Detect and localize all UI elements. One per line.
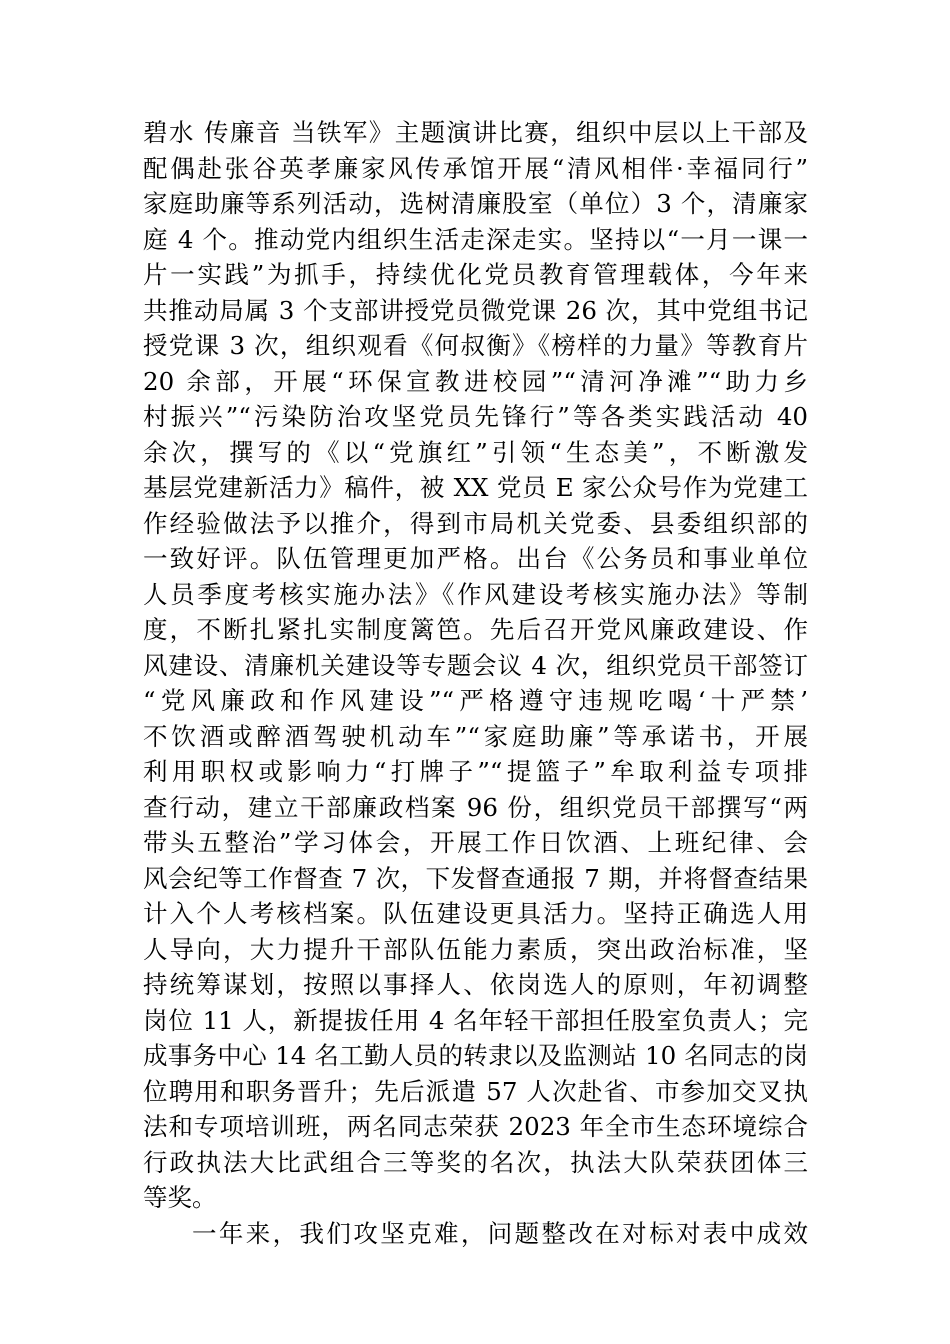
text-line: 带头五整治”学习体会，开展工作日饮酒、上班纪律、会 <box>143 828 808 857</box>
text-line: 成事务中心 14 名工勤人员的转隶以及监测站 10 名同志的岗 <box>143 1041 808 1070</box>
text-line: 余次，撰写的《以“党旗红”引领“生态美”，不断激发 <box>143 437 808 467</box>
text-line: 查行动，建立干部廉政档案 96 份，组织党员干部撰写“两 <box>143 792 808 822</box>
text-line: “党风廉政和作风建设”“严格遵守违规吃喝‘十严禁’ <box>143 686 808 715</box>
text-line: 家庭助廉等系列活动，选树清廉股室（单位）3 个，清廉家 <box>143 189 808 218</box>
text-line: 庭 4 个。推动党内组织生活走深走实。坚持以“一月一课一 <box>143 224 808 254</box>
text-line: 岗位 11 人，新提拔任用 4 名年轻干部担任股室负责人；完 <box>143 1005 808 1035</box>
text-line: 碧水 传廉音 当铁军》主题演讲比赛，组织中层以上干部及 <box>143 118 808 147</box>
text-line: 度，不断扎紧扎实制度篱笆。先后召开党风廉政建设、作 <box>143 615 808 644</box>
paragraph-1 <box>143 115 808 1216</box>
text-line: 人员季度考核实施办法》《作风建设考核实施办法》等制 <box>143 579 808 609</box>
text-line: 法和专项培训班，两名同志荣获 2023 年全市生态环境综合 <box>143 1112 808 1141</box>
text-line: 共推动局属 3 个支部讲授党员微党课 26 次，其中党组书记 <box>143 295 808 325</box>
text-line: 人导向，大力提升干部队伍能力素质，突出政治标准，坚 <box>143 934 808 964</box>
text-line: 配偶赴张谷英孝廉家风传承馆开展“清风相伴·幸福同行” <box>143 153 808 183</box>
text-line: 授党课 3 次，组织观看《何叔衡》《榜样的力量》等教育片 <box>143 331 808 360</box>
text-line: 位聘用和职务晋升；先后派遣 57 人次赴省、市参加交叉执 <box>143 1076 808 1106</box>
text-line: 基层党建新活力》稿件，被 XX 党员 E 家公众号作为党建工 <box>143 473 808 502</box>
text-line: 20 余部，开展“环保宣教进校园”“清河净滩”“助力乡 <box>143 366 808 396</box>
text-line: 村振兴”“污染防治攻坚党员先锋行”等各类实践活动 40 <box>143 402 808 431</box>
body-text <box>143 115 808 1251</box>
text-line: 持统筹谋划，按照以事择人、依岗选人的原则，年初调整 <box>143 970 808 999</box>
text-line: 片一实践”为抓手，持续优化党员教育管理载体，今年来 <box>143 260 808 289</box>
text-line: 利用职权或影响力“打牌子”“提篮子”牟取利益专项排 <box>143 757 808 786</box>
text-line: 行政执法大比武组合三等奖的名次，执法大队荣获团体三 <box>143 1147 808 1177</box>
text-line: 风会纪等工作督查 7 次，下发督查通报 7 期，并将督查结果 <box>143 863 808 893</box>
text-line: 不饮酒或醉酒驾驶机动车”“家庭助廉”等承诺书，开展 <box>143 721 808 751</box>
text-line: 等奖。 <box>143 1183 217 1212</box>
text-line: 计入个人考核档案。队伍建设更具活力。坚持正确选人用 <box>143 899 808 928</box>
paragraph-2 <box>143 1216 808 1252</box>
text-line: 一致好评。队伍管理更加严格。出台《公务员和事业单位 <box>143 544 808 573</box>
text-line: 风建设、清廉机关建设等专题会议 4 次，组织党员干部签订 <box>143 650 808 680</box>
text-line: 一年来，我们攻坚克难，问题整改在对标对表中成效 <box>192 1218 808 1248</box>
text-line: 作经验做法予以推介，得到市局机关党委、县委组织部的 <box>143 508 808 538</box>
